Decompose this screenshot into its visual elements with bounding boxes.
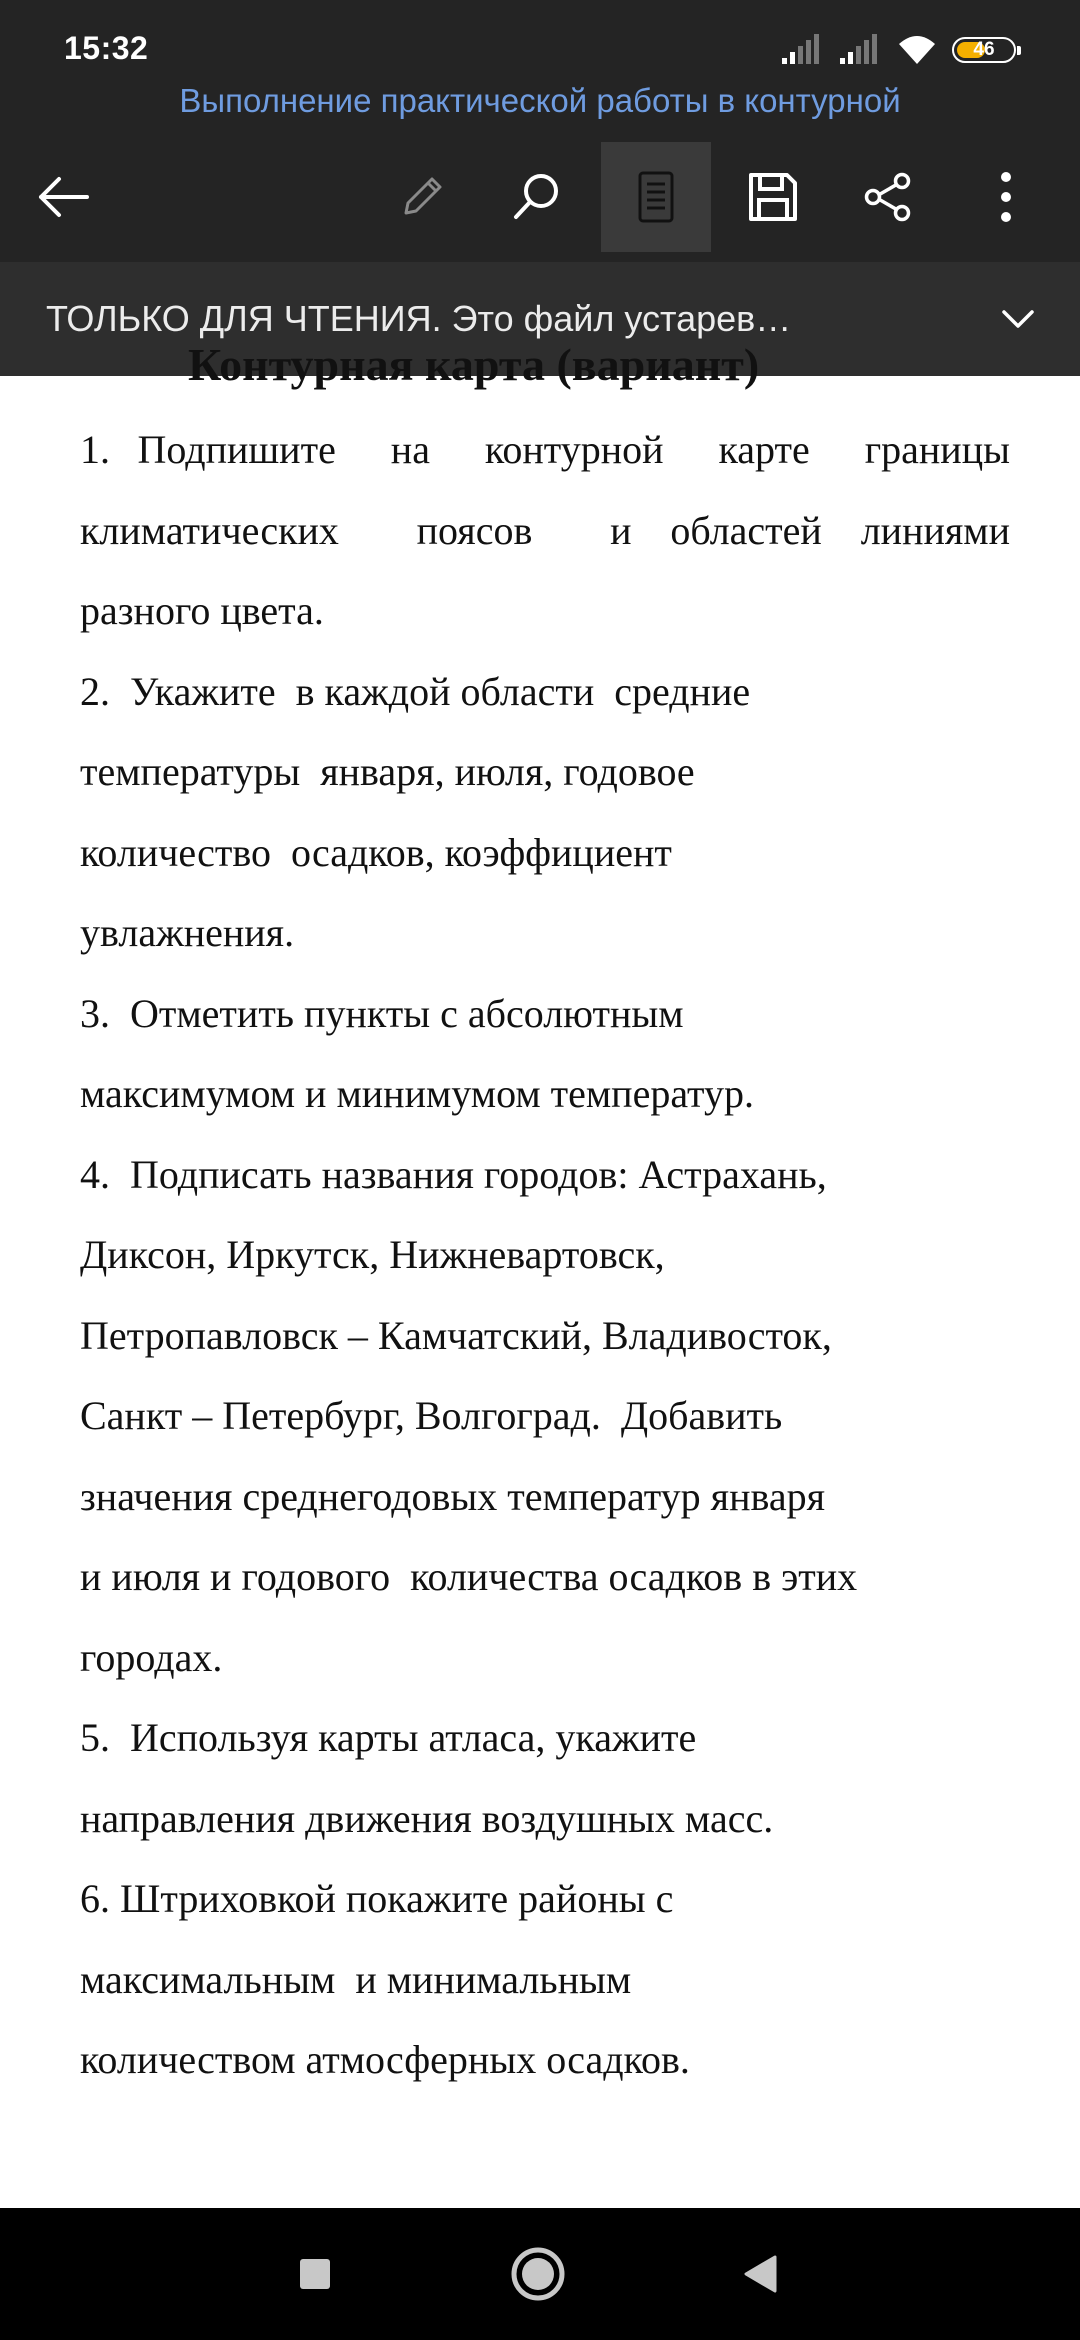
save-button[interactable] xyxy=(718,142,828,252)
share-icon xyxy=(861,170,915,224)
text-line: 6. Штриховкой покажите районы с xyxy=(80,1876,674,1921)
edit-button[interactable] xyxy=(367,142,477,252)
battery-icon xyxy=(952,37,1016,63)
text-line: 1. Подпишите на контурной карте границы xyxy=(80,427,1010,472)
text-line: увлажнения. xyxy=(80,910,295,955)
back-button[interactable] xyxy=(8,142,118,252)
text-line: 2. Укажите в каждой области средние xyxy=(80,668,751,714)
task-paragraphs xyxy=(80,410,1010,2101)
text-line: направления движения воздушных масс. xyxy=(80,1795,774,1841)
reading-mode-icon xyxy=(636,170,676,224)
text-line: и июля и годового количества осадков в этих xyxy=(80,1554,858,1599)
text-line: максимальным и минимальным xyxy=(80,1956,632,2002)
text-line: разного цвета. xyxy=(80,588,324,633)
document-content[interactable] xyxy=(0,339,1080,2208)
text-line: Диксон, Иркутск, Нижневартовск, xyxy=(80,1232,665,1277)
more-icon xyxy=(999,171,1013,223)
reading-mode-button[interactable] xyxy=(601,142,711,252)
pencil-icon xyxy=(396,171,448,223)
top-bar xyxy=(0,0,1080,262)
nav-back-button[interactable] xyxy=(720,2234,800,2314)
text-line: Петропавловск – Камчатский, Владивосток, xyxy=(80,1312,832,1358)
toolbar xyxy=(0,142,1080,252)
text-line: максимумом и минимумом температур. xyxy=(80,1071,755,1116)
text-line: городах. xyxy=(80,1634,223,1680)
text-line: значения среднегодовых температур января xyxy=(80,1473,825,1519)
banner-expand-button[interactable] xyxy=(996,297,1040,341)
read-only-banner-text: ТОЛЬКО ДЛЯ ЧТЕНИЯ. Это файл устарев… xyxy=(46,298,792,339)
text-line: 5. Используя карты атласа, укажите xyxy=(80,1715,697,1760)
text-line: количеством атмосферных осадков. xyxy=(80,2037,690,2082)
back-icon xyxy=(35,175,91,219)
signal-icon xyxy=(780,34,824,66)
more-options-button[interactable] xyxy=(951,142,1061,252)
text-line: 4. Подписать названия городов: Астрахань, xyxy=(80,1151,827,1197)
home-icon xyxy=(510,2246,566,2302)
text-line: климатических поясов и областей линиями xyxy=(80,507,1010,553)
signal-icon-2 xyxy=(838,34,882,66)
chevron-down-icon xyxy=(1001,308,1035,330)
system-nav-bar xyxy=(0,2208,1080,2340)
text-line: количество осадков, коэффициент xyxy=(80,829,672,875)
battery-level: 46 xyxy=(973,39,995,60)
search-button[interactable] xyxy=(482,142,592,252)
text-line: 3. Отметить пункты с абсолютным xyxy=(80,990,684,1036)
save-icon xyxy=(746,170,800,224)
text-line: температуры января, июля, годовое xyxy=(80,749,695,794)
status-icons xyxy=(780,30,1016,70)
home-button[interactable] xyxy=(498,2234,578,2314)
wifi-icon xyxy=(896,34,938,66)
recents-icon xyxy=(299,2258,331,2290)
nav-back-icon xyxy=(742,2254,778,2294)
share-button[interactable] xyxy=(833,142,943,252)
partial-heading: Контурная карта (вариант) xyxy=(188,339,760,390)
recents-button[interactable] xyxy=(275,2234,355,2314)
document-title: Выполнение практической работы в контурной xyxy=(179,82,901,119)
status-time: 15:32 xyxy=(64,30,149,66)
search-icon xyxy=(509,169,565,225)
text-line: Санкт – Петербург, Волгоград. Добавить xyxy=(80,1393,783,1438)
